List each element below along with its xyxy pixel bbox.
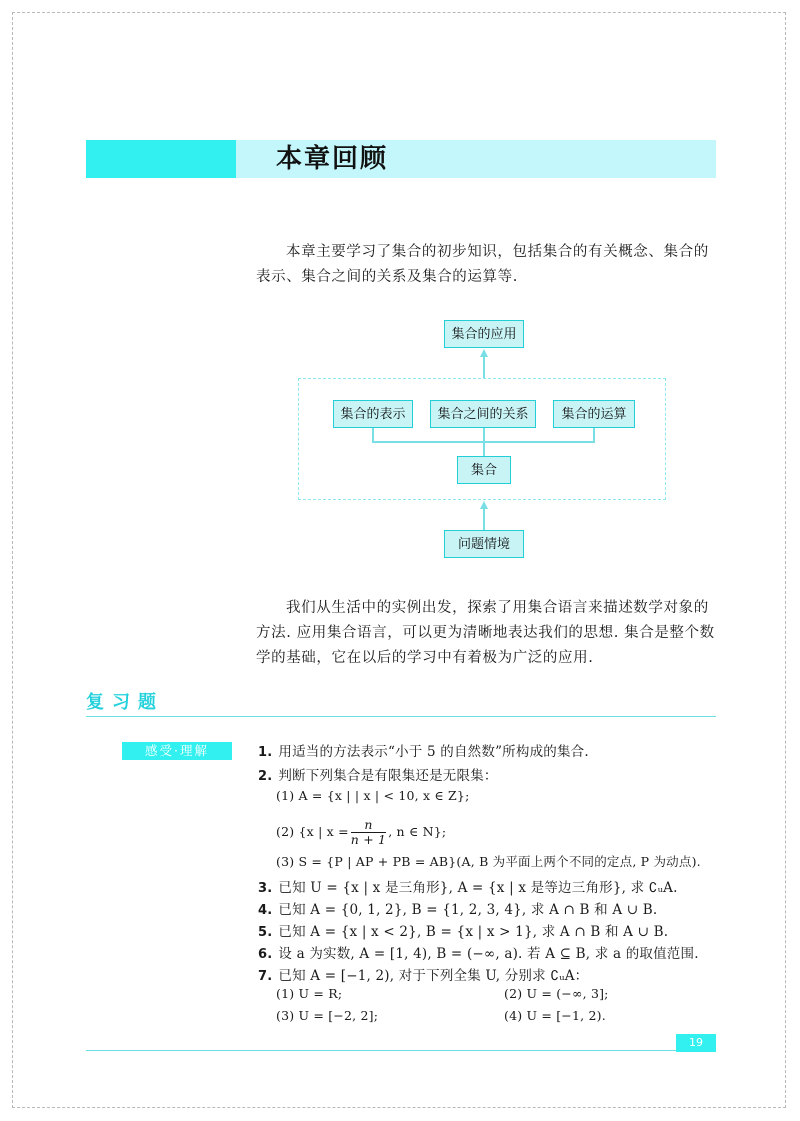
exercise-5 [258, 920, 668, 940]
connector-line [483, 356, 485, 378]
page-number: 19 [676, 1034, 716, 1052]
exercise-text: 已知 A = {x | x < 2}, B = {x | x > 1}, 求 A ∩ B 和 A ∪ B. [278, 924, 669, 940]
summary-paragraph [256, 596, 718, 671]
exercise-text: 已知 U = {x | x 是三角形}, A = {x | x 是等边三角形}, 求 ∁ᵤA. [278, 880, 678, 896]
exercise-4 [258, 898, 657, 918]
exercise-text: 判断下列集合是有限集还是无限集： [278, 768, 498, 784]
set-builder-left: {x | x = [298, 824, 349, 839]
exercise-7-part-3: (3) U = [−2, 2]; [276, 1008, 379, 1023]
exercise-category-tag: 感受·理解 [122, 742, 232, 760]
diagram-box-operations: 集合的运算 [553, 400, 635, 428]
exercise-6 [258, 942, 699, 962]
exercise-2-part-1: (1) A = {x | | x | < 10, x ∈ Z}; [276, 788, 470, 803]
connector-line [372, 428, 374, 442]
exercise-7-part-2: (2) U = (−∞, 3]; [504, 986, 609, 1001]
review-divider [86, 716, 716, 717]
diagram-box-problem: 问题情境 [444, 530, 524, 558]
exercise-2-part-3: (3) S = {P | AP + PB = AB}(A, B 为平面上两个不同的定点, P 为动点). [276, 854, 701, 869]
exercise-number: 2. [258, 769, 273, 784]
exercise-2-part-2 [276, 814, 446, 850]
exercise-text: 已知 A = {0, 1, 2}, B = {1, 2, 3, 4}, 求 A ∩ B 和 A ∪ B. [278, 902, 658, 918]
exercise-2 [258, 764, 498, 784]
exercise-number: 6. [258, 947, 273, 962]
exercise-number: 7. [258, 969, 273, 984]
exercise-number: 1. [258, 745, 273, 760]
arrow-up-icon [480, 349, 488, 357]
fraction [351, 818, 386, 847]
diagram-box-set: 集合 [457, 456, 511, 484]
fraction-denominator: n + 1 [350, 832, 387, 847]
intro-paragraph [256, 240, 718, 290]
exercise-text: 用适当的方法表示“小于 5 的自然数”所构成的集合. [278, 744, 589, 760]
exercise-number: 4. [258, 903, 273, 918]
connector-line [372, 441, 595, 443]
exercise-text: 已知 A = [−1, 2), 对于下列全集 U, 分别求 ∁ᵤA： [278, 968, 589, 984]
exercise-number: 5. [258, 925, 273, 940]
exercise-7-part-4: (4) U = [−1, 2). [504, 1008, 606, 1023]
set-builder-right: , n ∈ N}; [388, 824, 447, 839]
connector-line [593, 428, 595, 442]
part-label: (2) [276, 824, 295, 839]
diagram-box-relations: 集合之间的关系 [430, 400, 536, 428]
connector-line [483, 508, 485, 530]
diagram-box-representation: 集合的表示 [333, 400, 413, 428]
diagram-box-application: 集合的应用 [444, 320, 524, 348]
review-heading: 复习题 [86, 692, 164, 713]
footer-divider [86, 1050, 716, 1051]
fraction-numerator: n [351, 818, 386, 833]
intro-text: 本章主要学习了集合的初步知识，包括集合的有关概念、集合的表示、集合之间的关系及集合的运算等. [256, 244, 709, 285]
exercise-text: 设 a 为实数, A = [1, 4), B = (−∞, a). 若 A ⊆ B, 求 a 的取值范围. [278, 946, 699, 962]
chapter-title: 本章回顾 [276, 144, 389, 174]
exercise-3 [258, 876, 678, 896]
exercise-1 [258, 740, 589, 760]
exercise-number: 3. [258, 881, 273, 896]
exercise-7 [258, 964, 588, 984]
banner-accent-block [86, 140, 236, 178]
summary-text: 我们从生活中的实例出发，探索了用集合语言来描述数学对象的方法. 应用集合语言，可以更为清晰地表达我们的思想. 集合是整个数学的基础，它在以后的学习中有着极为广泛的应用. [256, 600, 715, 666]
arrow-up-icon [480, 501, 488, 509]
exercise-7-part-1: (1) U = R; [276, 986, 343, 1001]
